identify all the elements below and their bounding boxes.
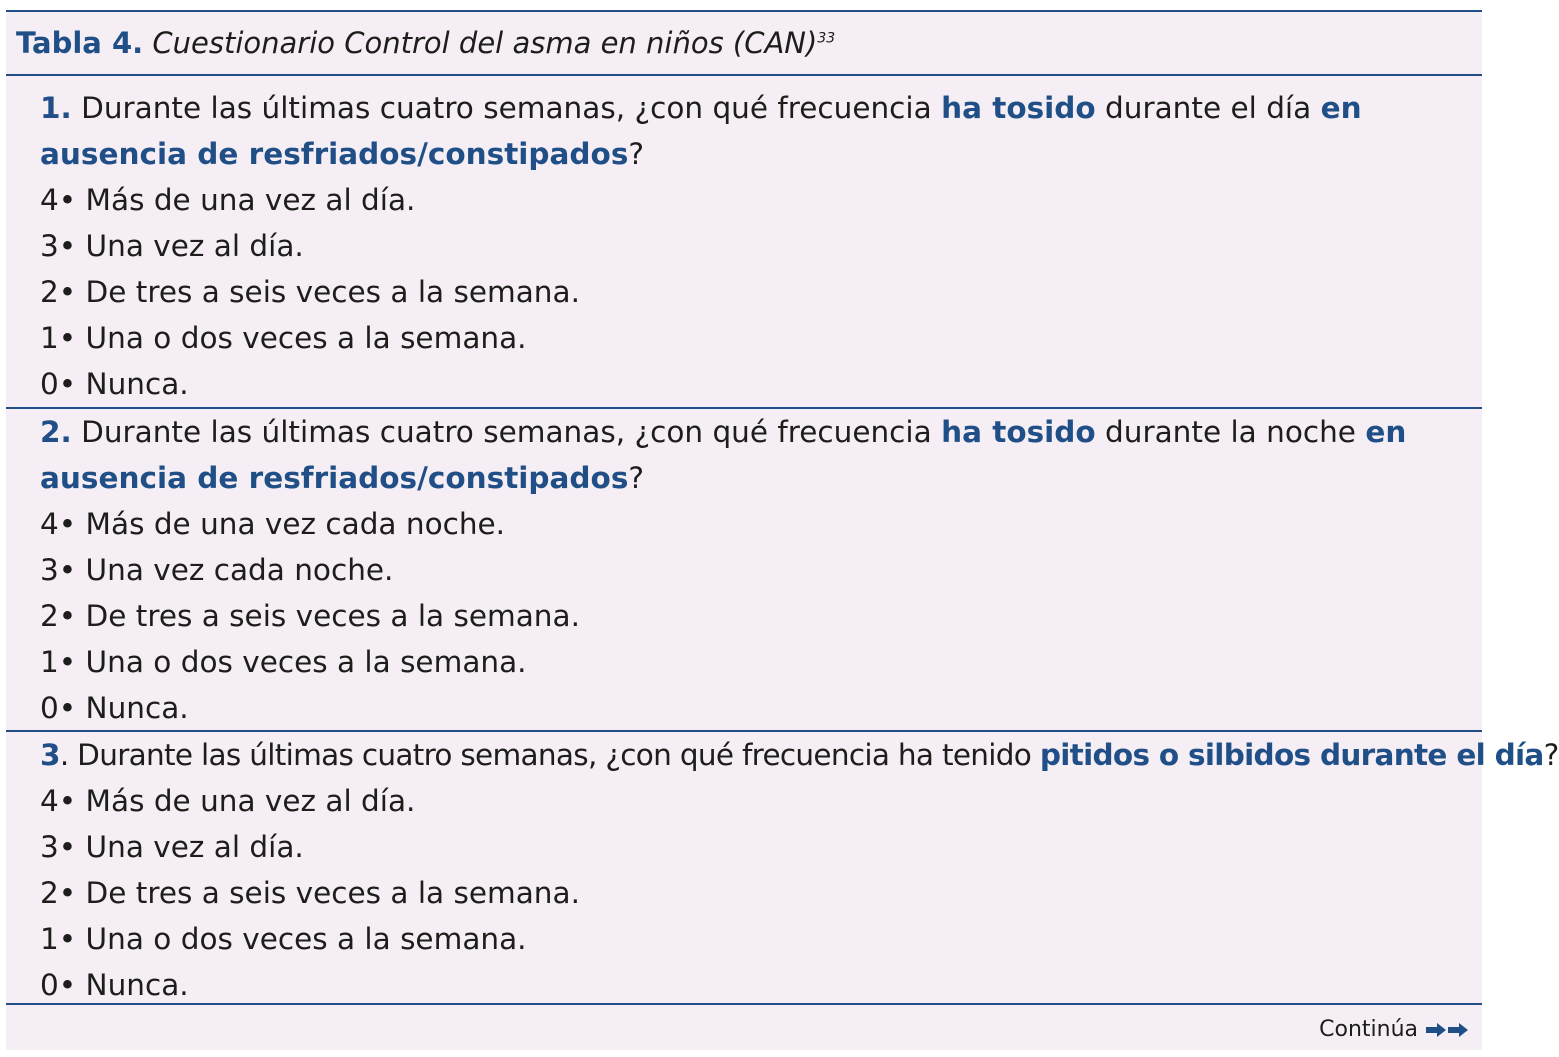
question-1-highlight-b: en ausencia de resfriados/constipados [40, 91, 1362, 171]
answer-option: 0• Nunca. [40, 691, 189, 725]
answer-option: 2• De tres a seis veces a la semana. [40, 599, 580, 633]
question-1-highlight-a: ha tosido [941, 91, 1096, 125]
question-3-text-a: . Durante las últimas cuatro semanas, ¿con qué frecuencia ha tenido [59, 738, 1040, 772]
answer-option: 4• Más de una vez cada noche. [40, 507, 506, 541]
answer-option: 3• Una vez al día. [40, 830, 304, 864]
answer-option: 1• Una o dos veces a la semana. [40, 922, 527, 956]
question-number-2: 2. [40, 415, 72, 449]
answer-option: 2• De tres a seis veces a la semana. [40, 275, 580, 309]
question-2-text-b: durante la noche [1095, 415, 1366, 449]
question-1-text-a: Durante las últimas cuatro semanas, ¿con qué frecuencia [71, 91, 942, 125]
question-2-highlight-a: ha tosido [941, 415, 1096, 449]
question-number-3: 3 [40, 738, 60, 772]
question-text-2 [40, 409, 1472, 501]
table-container [6, 10, 1559, 1050]
question-1-text-c: ? [628, 137, 645, 171]
answer-option: 4• Más de una vez al día. [40, 183, 416, 217]
answer-option: 0• Nunca. [40, 367, 189, 401]
question-text-1 [40, 85, 1472, 177]
table-title-row [6, 12, 1482, 76]
question-number-1: 1. [40, 91, 72, 125]
question-3-highlight-a: pitidos o silbidos durante el día [1039, 738, 1544, 772]
question-block-3 [6, 732, 1559, 1005]
double-arrow-right-icon [1426, 1023, 1468, 1037]
question-2-text-a: Durante las últimas cuatro semanas, ¿con qué frecuencia [71, 415, 942, 449]
answer-option: 2• De tres a seis veces a la semana. [40, 876, 580, 910]
question-text-3 [40, 732, 1559, 778]
table-title: Cuestionario Control del asma en niños (CAN) [152, 26, 818, 60]
question-2-highlight-b: en ausencia de resfriados/constipados [40, 415, 1407, 495]
table-title-reference: 33 [817, 30, 836, 47]
answer-option: 4• Más de una vez al día. [40, 784, 416, 818]
answer-option: 3• Una vez al día. [40, 229, 304, 263]
question-block-2 [6, 409, 1482, 732]
question-3-text-c: ? [1543, 738, 1559, 772]
answer-option: 1• Una o dos veces a la semana. [40, 321, 527, 355]
answer-option: 1• Una o dos veces a la semana. [40, 645, 527, 679]
arrow-right-icon [1448, 1023, 1468, 1037]
question-block-1 [6, 76, 1482, 409]
continues-label: Continúa [1319, 1017, 1418, 1042]
continues-indicator [1319, 1017, 1468, 1042]
question-2-text-c: ? [628, 461, 645, 495]
table-label: Tabla 4. [16, 26, 144, 60]
answer-option: 0• Nunca. [40, 968, 189, 1002]
answer-option: 3• Una vez cada noche. [40, 553, 394, 587]
arrow-right-icon [1426, 1023, 1446, 1037]
question-1-text-b: durante el día [1095, 91, 1321, 125]
